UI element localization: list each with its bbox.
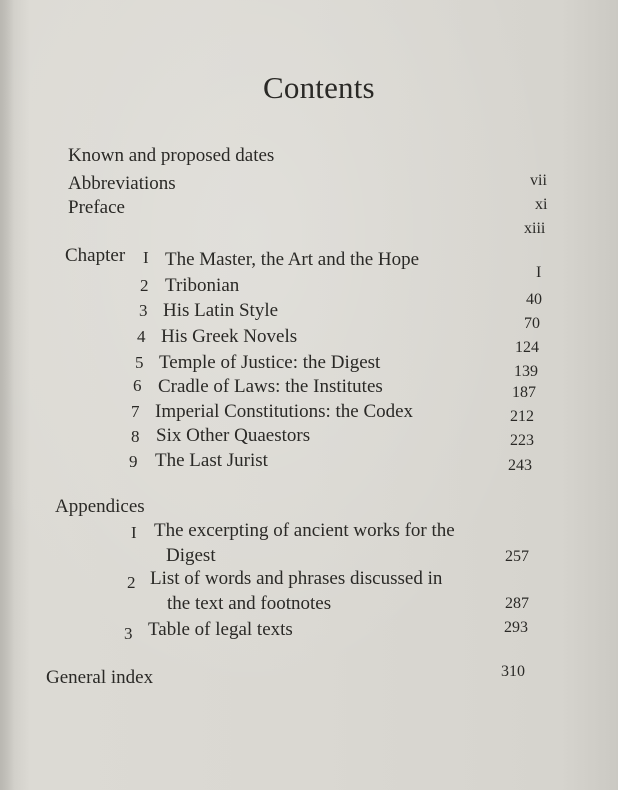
appendix-number: I (131, 523, 137, 542)
front-matter-label-preface: Preface (68, 197, 125, 218)
chapter-number: 7 (131, 402, 140, 421)
chapter-page: 40 (526, 291, 542, 308)
chapter-number: 9 (129, 452, 138, 471)
chapter-number: 6 (133, 376, 142, 395)
chapter-number: I (143, 248, 149, 267)
appendix-page: 287 (505, 595, 529, 612)
page-spine-shadow (0, 0, 14, 790)
chapter-title: Six Other Quaestors (156, 425, 311, 446)
chapter-title: Temple of Justice: the Digest (159, 352, 381, 373)
chapter-page: 212 (510, 408, 534, 425)
chapter-number: 4 (137, 327, 146, 346)
chapter-title: His Latin Style (163, 300, 279, 321)
front-matter-label-abbreviations: Abbreviations (68, 173, 176, 194)
appendix-number: 3 (124, 624, 133, 643)
chapter-page: 124 (515, 339, 539, 356)
chapter-title: Cradle of Laws: the Institutes (158, 376, 383, 397)
chapter-number: 8 (131, 427, 140, 446)
chapter-word: Chapter (65, 245, 126, 266)
appendix-page: 257 (505, 548, 529, 565)
chapter-title: His Greek Novels (161, 326, 298, 347)
appendix-title-line2: the text and footnotes (167, 593, 332, 614)
chapter-title: Tribonian (165, 275, 240, 296)
front-matter-page-abbreviations: xi (535, 196, 548, 213)
appendix-page: 293 (504, 619, 528, 636)
chapter-title: The Last Jurist (155, 450, 268, 471)
chapter-number: 3 (139, 301, 148, 320)
chapter-page: 139 (514, 363, 538, 380)
appendix-title-line1: Table of legal texts (148, 619, 293, 640)
chapter-page: 223 (510, 432, 534, 449)
general-index-page: 310 (501, 663, 525, 680)
appendices-heading: Appendices (55, 496, 145, 517)
appendix-title-line1: The excerpting of ancient works for the (154, 520, 455, 541)
chapter-title: The Master, the Art and the Hope (165, 249, 420, 270)
appendix-title-line2: Digest (166, 545, 216, 566)
chapter-title: Imperial Constitutions: the Codex (155, 401, 414, 422)
chapter-page: 70 (524, 315, 540, 332)
chapter-page: 187 (512, 384, 536, 401)
chapter-number: 5 (135, 353, 144, 372)
front-matter-page-dates: vii (530, 172, 547, 189)
appendix-title-line1: List of words and phrases discussed in (150, 568, 443, 589)
general-index-label: General index (46, 667, 154, 688)
chapter-page: 243 (508, 457, 532, 474)
chapter-page: I (536, 264, 542, 281)
appendix-number: 2 (127, 573, 136, 592)
front-matter-page-preface: xiii (524, 220, 546, 237)
page-title: Contents (263, 70, 375, 105)
chapter-number: 2 (140, 276, 149, 295)
front-matter-label-dates: Known and proposed dates (68, 145, 275, 166)
